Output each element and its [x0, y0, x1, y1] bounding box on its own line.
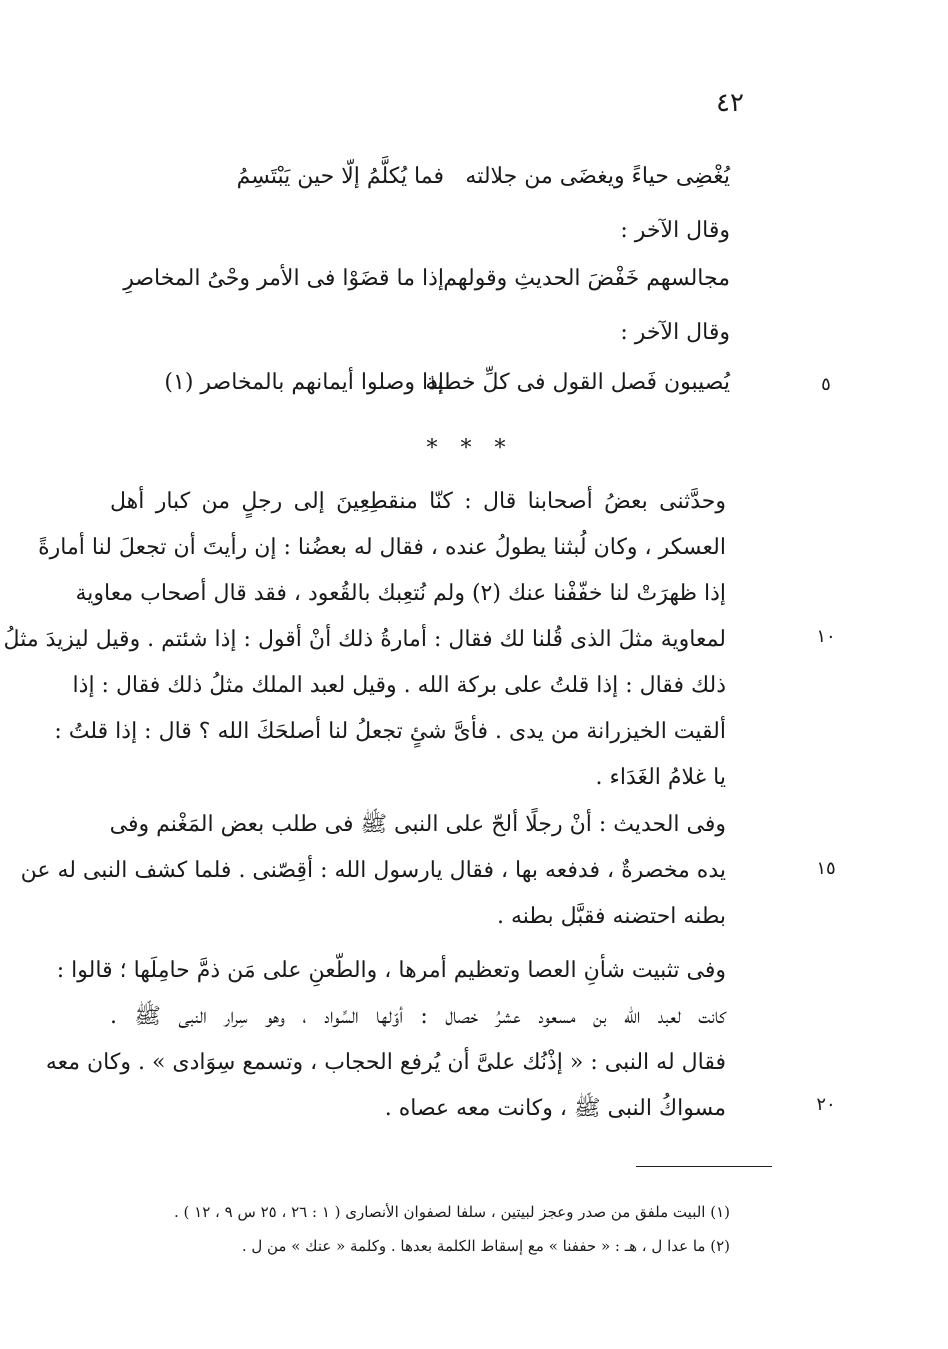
verse-2-first-hemistich: مجالسهم خَفْضَ الحديثِ وقولهم — [443, 266, 730, 291]
paragraph-line: يده مخصرةٌ ، فدفعه بها ، فقال يارسول الله : أقِصّنى . فلما كشف النبى له عن — [20, 858, 726, 883]
line-number-15: ١٥ — [816, 858, 836, 879]
paragraph-line: العسكر ، وكان لُبثنا يطولُ عنده ، فقال له بعضُنا : إن رأيتَ أن تجعلَ لنا أمارةً — [38, 535, 726, 560]
verse-intro-1: وقال الآخر : — [620, 218, 730, 243]
line-number-10: ١٠ — [816, 626, 836, 647]
paragraph-line: فقال له النبى : « إذْنُك علىَّ أن يُرفع الحجاب ، وتسمع سِوَادى » . وكان معه — [45, 1050, 726, 1075]
paragraph-2 — [20, 802, 726, 940]
paragraph-1 — [3, 479, 726, 801]
paragraph-line: كانت لعبد الله بن مسعود عشرُ خصال : أوّلها السِّواد ، وهو سِرار النبى ﷺ . — [110, 1004, 726, 1029]
page-number: ٤٢ — [716, 88, 744, 118]
footnote-1: (١) البيت ملفق من صدر وعجز لبيتين ، سلفا لصفوان الأنصارى ( ١ : ٢٦ ، ٢٥ س ٩ ، ١٢ ) . — [174, 1203, 730, 1221]
verse-3-second-hemistich: إذا وصلوا أيمانهم بالمخاصر (١) — [164, 370, 444, 395]
verse-1-second-hemistich: فما يُكلَّمُ إلّا حين يَبْتَسِمُ — [236, 164, 444, 189]
paragraph-line: مسواكُ النبى ﷺ ، وكانت معه عصاه . — [384, 1096, 726, 1121]
section-separator: * * * — [426, 436, 514, 461]
paragraph-line: ذلك فقال : إذا قلتُ على بركة الله . وقيل لعبد الملك مثلُ ذلك فقال : إذا — [72, 673, 726, 698]
paragraph-line: إذا ظهرَتْ لنا خفّفْنا عنك (٢) ولم نُتعِبك بالقُعود ، فقد قال أصحاب معاوية — [75, 581, 726, 606]
paragraph-line: وفى تثبيت شأنِ العصا وتعظيم أمرها ، والطّعنِ على مَن ذمَّ حامِلَها ؛ قالوا : — [56, 958, 726, 983]
verse-1-first-hemistich: يُغْضِى حياءً ويغضَى من جلالته — [465, 164, 730, 189]
footnote-2: (٢) ما عدا ل ، هـ : « حففنا » مع إسقاط الكلمة بعدها . وكلمة « عنك » من ل . — [241, 1237, 730, 1255]
verse-3-first-hemistich: يُصيبون فَصل القول فى كلِّ خطبة — [425, 370, 730, 395]
paragraph-line: وفى الحديث : أنْ رجلًا ألحّ على النبى ﷺ فى طلب بعض المَغْنم وفى — [109, 812, 726, 837]
footnote-divider — [636, 1166, 772, 1167]
line-number-20: ٢٠ — [816, 1094, 836, 1115]
paragraph-line: بطنه احتضنه فقبَّل بطنه . — [497, 904, 726, 929]
line-number-5: ٥ — [821, 374, 831, 395]
paragraph-3 — [45, 948, 726, 1132]
paragraph-line: لمعاوية مثلَ الذى قُلنا لك فقال : أمارةُ ذلك أنْ أقول : إذا شئتم . وقيل ليزيدَ مثلُ — [3, 627, 726, 652]
paragraph-line: يا غلامُ الغَدَاء . — [595, 765, 726, 790]
verse-2-second-hemistich: إذا ما قضَوْا فى الأمر وحْىُ المخاصرِ — [123, 266, 444, 291]
paragraph-line: وحدَّثنى بعضُ أصحابنا قال : كنّا منقطِعِينَ إلى رجلٍ من كبار أهل — [110, 489, 726, 514]
verse-intro-2: وقال الآخر : — [620, 320, 730, 345]
paragraph-line: ألقيت الخيزرانة من يدى . فأىَّ شئٍ تجعلُ لنا أصلحَكَ الله ؟ قال : إذا قلتُ : — [54, 719, 726, 744]
